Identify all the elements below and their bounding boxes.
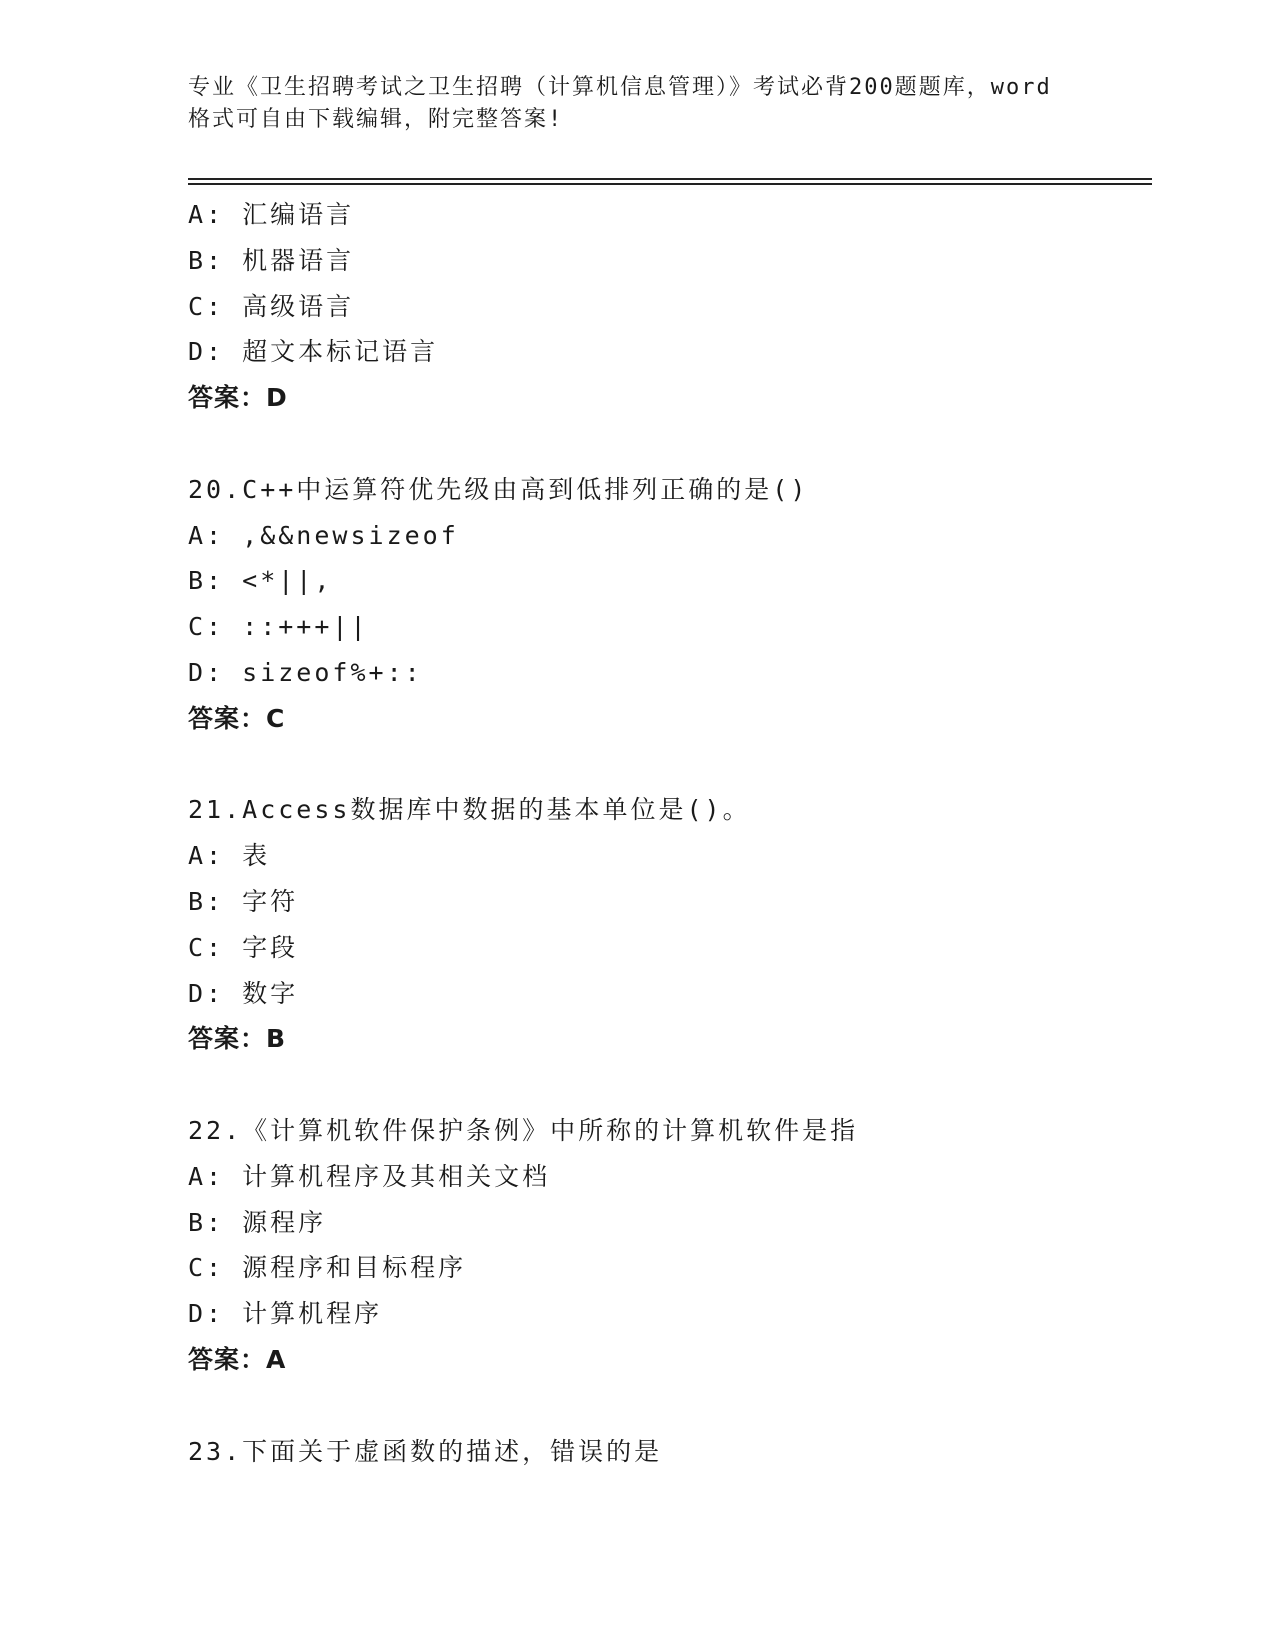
spacer <box>188 421 1148 467</box>
question-list <box>188 192 1148 1474</box>
question-block-20 <box>188 467 1148 742</box>
option-a: A: 汇编语言 <box>188 200 355 229</box>
question-block-22 <box>188 1108 1148 1383</box>
header-divider-top <box>188 178 1152 180</box>
option-c: C: 高级语言 <box>188 291 355 321</box>
question-block-19 <box>188 192 1148 421</box>
option-d: D: 超文本标记语言 <box>188 337 439 367</box>
answer-line: 答案：D <box>188 383 288 413</box>
answer-line: 答案：C <box>188 703 286 733</box>
spacer <box>188 1383 1148 1429</box>
option-a: A: ,&&newsizeof <box>188 520 459 550</box>
option-c: C: 字段 <box>188 932 299 962</box>
option-c: C: 源程序和目标程序 <box>188 1253 467 1283</box>
question-block-21 <box>188 787 1148 1062</box>
option-b: B: <*||, <box>188 566 333 596</box>
option-c: C: ::+++|| <box>188 612 369 642</box>
question-text: 21.Access数据库中数据的基本单位是()。 <box>188 795 751 825</box>
spacer <box>188 742 1148 788</box>
question-text: 20.C++中运算符优先级由高到低排列正确的是() <box>188 474 809 504</box>
spacer <box>188 1062 1148 1108</box>
option-b: B: 机器语言 <box>188 245 355 275</box>
document-header <box>188 72 1088 136</box>
answer-line: 答案：A <box>188 1344 287 1374</box>
option-d: D: sizeof%+:: <box>188 657 423 687</box>
header-divider-bottom <box>188 183 1152 185</box>
option-a: A: 表 <box>188 841 271 871</box>
question-block-23 <box>188 1429 1148 1475</box>
option-d: D: 计算机程序 <box>188 1299 383 1329</box>
option-d: D: 数字 <box>188 978 299 1008</box>
question-text: 23.下面关于虚函数的描述，错误的是 <box>188 1436 663 1466</box>
option-b: B: 字符 <box>188 886 299 916</box>
option-b: B: 源程序 <box>188 1207 327 1237</box>
header-line-1: 专业《卫生招聘考试之卫生招聘（计算机信息管理）》考试必背200题题库，word <box>188 75 1052 100</box>
answer-line: 答案：B <box>188 1024 287 1054</box>
question-text: 22.《计算机软件保护条例》中所称的计算机软件是指 <box>188 1115 859 1145</box>
header-line-2: 格式可自由下载编辑，附完整答案! <box>188 107 564 132</box>
option-a: A: 计算机程序及其相关文档 <box>188 1161 551 1191</box>
